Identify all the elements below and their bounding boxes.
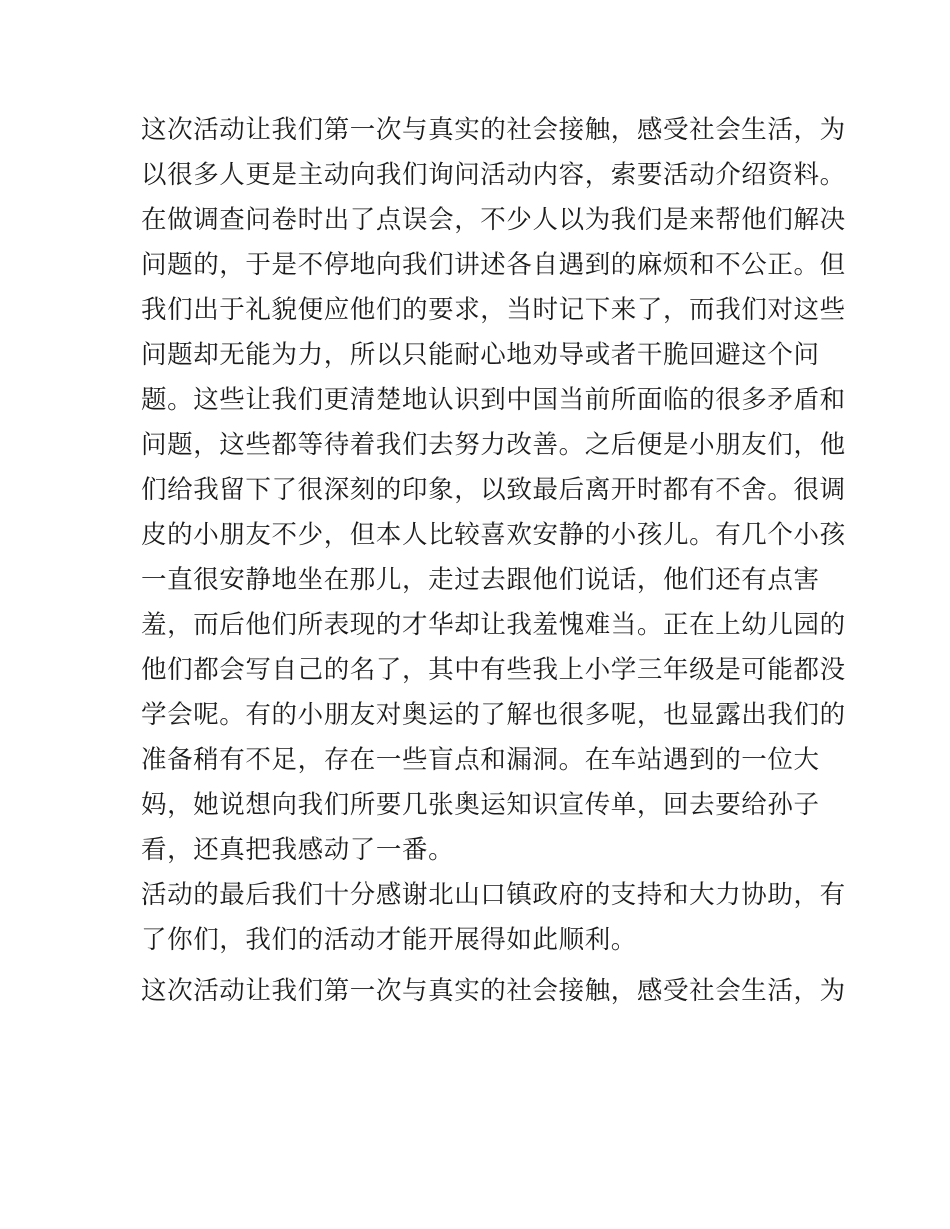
text-line: 们给我留下了很深刻的印象，以致最后离开时都有不舍。很调 — [141, 475, 846, 505]
text-line: 看，还真把我感动了一番。 — [141, 835, 455, 865]
text-line: 以很多人更是主动向我们询问活动内容，索要活动介绍资料。 — [141, 160, 846, 190]
text-line: 我们出于礼貌便应他们的要求，当时记下来了，而我们对这些 — [141, 295, 846, 325]
text-line: 题。这些让我们更清楚地认识到中国当前所面临的很多矛盾和 — [141, 385, 846, 415]
text-line: 了你们，我们的活动才能开展得如此顺利。 — [141, 925, 637, 955]
text-line: 他们都会写自己的名了，其中有些我上小学三年级是可能都没 — [141, 655, 846, 685]
text-line: 学会呢。有的小朋友对奥运的了解也很多呢，也显露出我们的 — [141, 700, 846, 730]
text-line: 羞，而后他们所表现的才华却让我羞愧难当。正在上幼儿园的 — [141, 610, 846, 640]
text-line: 在做调查问卷时出了点误会，不少人以为我们是来帮他们解决 — [141, 205, 846, 235]
text-line: 一直很安静地坐在那儿，走过去跟他们说话，他们还有点害 — [141, 565, 820, 595]
text-line: 这次活动让我们第一次与真实的社会接触，感受社会生活，为 — [141, 115, 846, 145]
text-line: 问题却无能为力，所以只能耐心地劝导或者干脆回避这个问 — [141, 340, 820, 370]
text-line: 问题，这些都等待着我们去努力改善。之后便是小朋友们，他 — [141, 430, 846, 460]
text-line: 问题的，于是不停地向我们讲述各自遇到的麻烦和不公正。但 — [141, 250, 846, 280]
body-text — [141, 108, 846, 1014]
text-line: 活动的最后我们十分感谢北山口镇政府的支持和大力协助，有 — [141, 880, 846, 910]
text-line: 准备稍有不足，存在一些盲点和漏洞。在车站遇到的一位大 — [141, 745, 820, 775]
text-line: 妈，她说想向我们所要几张奥运知识宣传单，回去要给孙子 — [141, 790, 820, 820]
text-line: 这次活动让我们第一次与真实的社会接触，感受社会生活，为 — [141, 976, 846, 1006]
text-line: 皮的小朋友不少，但本人比较喜欢安静的小孩儿。有几个小孩 — [141, 520, 846, 550]
